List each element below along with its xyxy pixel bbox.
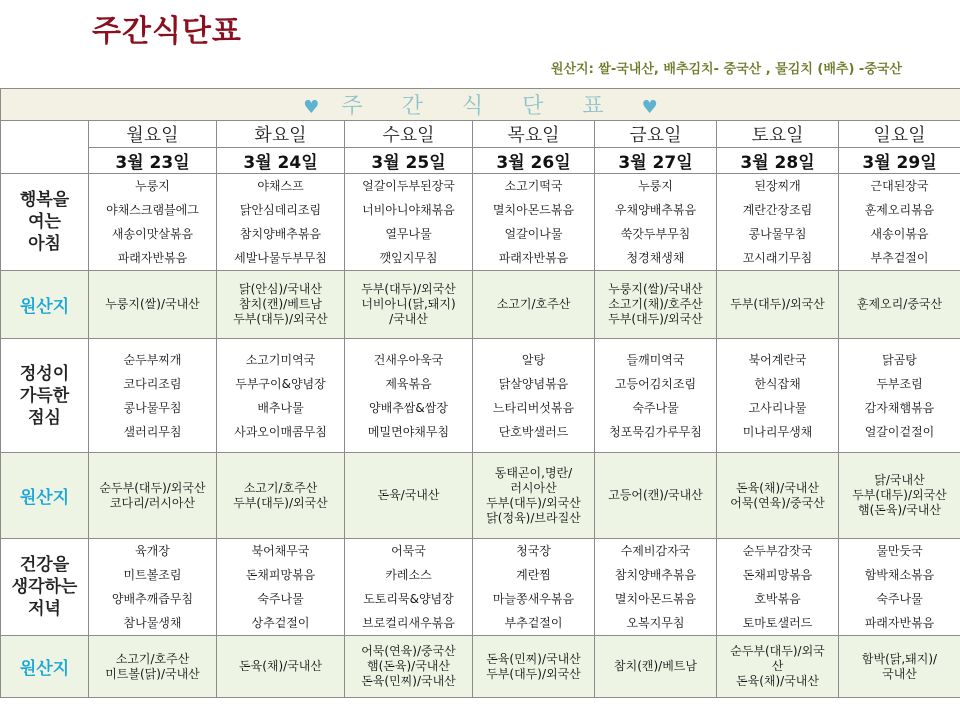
dish-item: 양배추쌈&쌈장	[369, 400, 448, 415]
origin-label: 원산지	[1, 271, 89, 339]
dish-item: 야채스크램블에그	[106, 203, 199, 217]
breakfast-row	[1, 174, 960, 271]
dish-item: 너비아니야채볶음	[362, 203, 455, 217]
dish-item: 멸치아몬드볶음	[492, 203, 575, 217]
dish-item: 열무나물	[385, 227, 432, 241]
origin-item: 어묵(연육)/중국산	[361, 644, 456, 658]
date-header: 3월 27일	[595, 148, 717, 174]
heart-icon: ♥	[641, 97, 658, 118]
breakfast-origin-row	[1, 271, 960, 339]
origin-cell	[345, 271, 473, 339]
origin-cell	[89, 636, 217, 698]
heart-icon: ♥	[303, 97, 320, 118]
origin-cell	[473, 453, 595, 539]
dish-item: 근대된장국	[870, 179, 929, 193]
origin-item: 코다리/러시아산	[109, 495, 196, 510]
dish-item: 미나리무생채	[742, 424, 813, 439]
dish-item: 계란찜	[516, 568, 551, 582]
origin-item: 돈육(채)/국내산	[736, 674, 819, 688]
menu-cell	[595, 539, 717, 636]
dish-item: 알탕	[521, 352, 546, 367]
origin-item: 돈육(채)/국내산	[239, 659, 322, 673]
origin-item: 돈육(민찌)/국내산	[361, 674, 456, 688]
date-header: 3월 28일	[717, 148, 839, 174]
origin-item: 참치(캔)/베트남	[239, 297, 322, 311]
dish-item: 참치양배추볶음	[614, 568, 697, 582]
origin-label: 원산지	[1, 453, 89, 539]
dish-item: 우채양배추볶음	[614, 203, 697, 217]
origin-item: 두부(대두)/외국산	[486, 666, 581, 681]
day-header: 월요일	[89, 121, 217, 148]
banner-row	[1, 89, 960, 121]
origin-item: 두부(대두)/외국산	[730, 297, 825, 311]
origin-item: 두부(대두)/외국산	[608, 312, 703, 326]
dish-item: 깻잎지무침	[379, 251, 438, 265]
dish-item: 샐러리무침	[123, 424, 182, 439]
dish-item: 두부구이&양념장	[235, 376, 326, 391]
origin-item: 국내산	[882, 666, 917, 681]
dish-item: 건새우아욱국	[373, 352, 444, 367]
menu-cell	[345, 539, 473, 636]
dish-item: 코다리조림	[123, 376, 182, 391]
dish-item: 닭살양념볶음	[498, 376, 569, 391]
dish-item: 꼬시래기무침	[742, 251, 813, 265]
dish-item: 파래자반볶음	[117, 251, 188, 265]
dish-item: 순두부감잣국	[742, 544, 813, 558]
dish-item: 호박볶음	[754, 592, 801, 606]
dish-item: 토마토샐러드	[742, 616, 813, 630]
origin-label: 원산지	[1, 636, 89, 698]
dish-item: 소고기떡국	[504, 179, 563, 193]
origin-cell	[89, 271, 217, 339]
dish-item: 북어계란국	[748, 352, 807, 367]
dish-item: 북어채무국	[251, 544, 310, 558]
dish-item: 상추겉절이	[251, 616, 310, 630]
dish-item: 오복지무침	[626, 616, 685, 630]
banner-title: 주 간 식 단 표	[341, 94, 620, 119]
date-header: 3월 26일	[473, 148, 595, 174]
dish-item: 계란간장조림	[742, 203, 813, 217]
dish-item: 배추나물	[257, 400, 304, 415]
menu-cell	[717, 539, 839, 636]
menu-cell	[595, 174, 717, 271]
origin-cell	[217, 636, 345, 698]
origin-item: 순두부(대두)/외국산	[99, 480, 206, 495]
origin-cell	[217, 271, 345, 339]
menu-cell	[839, 539, 960, 636]
origin-item: 산	[771, 659, 784, 673]
dish-item: 느타리버섯볶음	[492, 400, 575, 415]
day-row	[1, 121, 960, 148]
dish-item: 참나물생채	[123, 616, 182, 630]
dish-item: 카레소스	[385, 568, 432, 582]
dish-item: 수제비감자국	[620, 544, 691, 558]
dish-item: 된장찌개	[754, 179, 801, 193]
dish-item: 양배추깨즙무침	[111, 592, 194, 606]
dish-item: 두부조림	[876, 376, 923, 391]
origin-cell	[839, 636, 960, 698]
dish-item: 얼갈이겉절이	[864, 424, 935, 439]
dish-item: 숙주나물	[257, 592, 304, 606]
dish-item: 얼갈이두부된장국	[362, 179, 455, 193]
menu-cell	[839, 339, 960, 453]
menu-cell	[89, 339, 217, 453]
origin-item: 어묵(연육)/중국산	[730, 495, 825, 510]
dish-item: 소고기미역국	[245, 352, 316, 367]
dish-item: 얼갈이나물	[504, 227, 563, 241]
origin-cell	[595, 271, 717, 339]
dish-item: 숙주나물	[876, 592, 923, 606]
origin-note: 원산지: 쌀-국내산, 배추김치- 중국산 , 물김치 (배추) -중국산	[550, 62, 902, 77]
breakfast-label: 행복을 여는 아침	[1, 174, 89, 271]
origin-item: 소고기(채)/호주산	[608, 297, 703, 311]
date-header: 3월 25일	[345, 148, 473, 174]
day-header: 수요일	[345, 121, 473, 148]
dish-item: 새송이볶음	[870, 227, 929, 241]
origin-item: 누룽지(쌀)/국내산	[105, 297, 200, 311]
dish-item: 파래자반볶음	[498, 251, 569, 265]
origin-item: 소고기/호주산	[115, 651, 190, 666]
dish-item: 누룽지	[638, 179, 673, 193]
origin-cell	[473, 271, 595, 339]
date-header: 3월 29일	[839, 148, 960, 174]
dish-item: 사과오이매콤무침	[234, 424, 327, 439]
dish-item: 콩나물무침	[748, 227, 807, 241]
dish-item: 참치양배추볶음	[239, 227, 322, 241]
origin-item: 두부(대두)/외국산	[233, 312, 328, 326]
dish-item: 쑥갓두부무침	[620, 227, 691, 241]
origin-item: 닭/국내산	[874, 473, 925, 487]
dish-item: 순두부찌개	[123, 352, 182, 367]
origin-cell	[717, 636, 839, 698]
date-header: 3월 23일	[89, 148, 217, 174]
origin-cell	[717, 271, 839, 339]
dinner-origin-row	[1, 636, 960, 698]
dish-item: 감자채햄볶음	[864, 400, 935, 415]
menu-cell	[473, 174, 595, 271]
dish-item: 닭곰탕	[882, 352, 917, 367]
day-header: 일요일	[839, 121, 960, 148]
origin-item: 소고기/호주산	[243, 480, 318, 495]
dish-item: 브로컬리새우볶음	[362, 616, 455, 630]
dish-item: 청경채생채	[626, 251, 685, 265]
origin-item: 닭(안심)/국내산	[239, 282, 322, 296]
menu-cell	[217, 174, 345, 271]
origin-item: 두부(대두)/외국산	[361, 282, 456, 296]
menu-cell	[217, 539, 345, 636]
dinner-row	[1, 539, 960, 636]
dish-item: 닭안심데리조림	[239, 203, 322, 217]
menu-cell	[345, 174, 473, 271]
day-header: 금요일	[595, 121, 717, 148]
dish-item: 단호박샐러드	[498, 424, 569, 439]
origin-item: 소고기/호주산	[496, 297, 571, 311]
dish-item: 마늘쫑새우볶음	[492, 592, 575, 606]
dish-item: 새송이맛살볶음	[111, 227, 194, 241]
origin-item: 훈제오리/중국산	[856, 297, 943, 311]
dish-item: 메밀면야채무침	[367, 424, 450, 439]
dish-item: 청포묵김가루무침	[609, 424, 702, 439]
dish-item: 야채스프	[257, 179, 304, 193]
origin-item: 러시아산	[510, 480, 557, 495]
dish-item: 청국장	[516, 544, 551, 558]
dish-item: 부추겉절이	[870, 251, 929, 265]
dish-item: 멸치아몬드볶음	[614, 592, 697, 606]
dish-item: 부추겉절이	[504, 616, 563, 630]
date-header: 3월 24일	[217, 148, 345, 174]
dish-item: 육개장	[135, 544, 170, 558]
menu-cell	[345, 339, 473, 453]
menu-table	[0, 88, 960, 698]
origin-item: 두부(대두)/외국산	[852, 488, 947, 502]
origin-cell	[345, 636, 473, 698]
menu-cell	[89, 539, 217, 636]
lunch-label: 정성이 가득한 점심	[1, 339, 89, 453]
origin-cell	[89, 453, 217, 539]
origin-cell	[839, 453, 960, 539]
origin-cell	[839, 271, 960, 339]
corner-cell	[1, 121, 89, 174]
lunch-origin-row	[1, 453, 960, 539]
menu-cell	[595, 339, 717, 453]
origin-cell	[473, 636, 595, 698]
origin-cell	[345, 453, 473, 539]
menu-cell	[717, 339, 839, 453]
dish-item: 한식잡채	[754, 376, 801, 391]
menu-cell	[717, 174, 839, 271]
dish-item: 파래자반볶음	[864, 616, 935, 630]
origin-item: 햄(돈육)/국내산	[858, 503, 941, 517]
lunch-row	[1, 339, 960, 453]
origin-cell	[595, 453, 717, 539]
origin-item: 참치(캔)/베트남	[614, 659, 697, 673]
dish-item: 훈제오리볶음	[864, 203, 935, 217]
day-header: 화요일	[217, 121, 345, 148]
day-header: 토요일	[717, 121, 839, 148]
origin-item: 미트볼(닭)/국내산	[105, 666, 200, 681]
origin-item: 함박(닭,돼지)/	[861, 651, 938, 666]
dish-item: 콩나물무침	[123, 400, 182, 415]
dish-item: 세발나물두부무침	[234, 251, 327, 265]
menu-cell	[473, 539, 595, 636]
origin-item: 돈육/국내산	[377, 488, 440, 502]
dinner-label: 건강을 생각하는 저녁	[1, 539, 89, 636]
menu-cell	[217, 339, 345, 453]
dish-item: 누룽지	[135, 179, 170, 193]
origin-item: 닭(정육)/브라질산	[486, 510, 581, 525]
origin-item: 두부(대두)/외국산	[233, 495, 328, 510]
origin-item: 고등어(캔)/국내산	[608, 488, 703, 502]
origin-item: 누룽지(쌀)/국내산	[608, 282, 703, 296]
dish-item: 고사리나물	[748, 400, 807, 415]
dish-item: 함박채소볶음	[864, 568, 935, 582]
dish-item: 돈채피망볶음	[742, 568, 813, 582]
dish-item: 숙주나물	[632, 400, 679, 415]
dish-item: 돈채피망볶음	[245, 568, 316, 582]
origin-item: /국내산	[389, 312, 428, 326]
page-title: 주간식단표	[92, 14, 242, 49]
menu-cell	[839, 174, 960, 271]
dish-item: 어묵국	[391, 544, 426, 558]
origin-item: 햄(돈육)/국내산	[367, 659, 450, 673]
dish-item: 제육볶음	[385, 376, 432, 391]
origin-item: 두부(대두)/외국산	[486, 495, 581, 510]
origin-cell	[595, 636, 717, 698]
banner	[1, 89, 960, 121]
date-row	[1, 148, 960, 174]
origin-item: 돈육(민찌)/국내산	[486, 651, 581, 666]
origin-item: 동태곤이,명란/	[494, 465, 573, 480]
menu-cell	[473, 339, 595, 453]
origin-item: 너비아니(닭,돼지)	[361, 297, 456, 311]
dish-item: 미트볼조림	[123, 568, 182, 582]
origin-item: 돈육(채)/국내산	[736, 480, 819, 495]
day-header: 목요일	[473, 121, 595, 148]
menu-cell	[89, 174, 217, 271]
origin-cell	[217, 453, 345, 539]
dish-item: 고등어김치조림	[614, 376, 697, 391]
origin-cell	[717, 453, 839, 539]
dish-item: 들깨미역국	[626, 352, 685, 367]
origin-item: 순두부(대두)/외국	[730, 644, 825, 658]
dish-item: 도토리묵&양념장	[363, 592, 454, 606]
dish-item: 물만둣국	[876, 544, 923, 558]
